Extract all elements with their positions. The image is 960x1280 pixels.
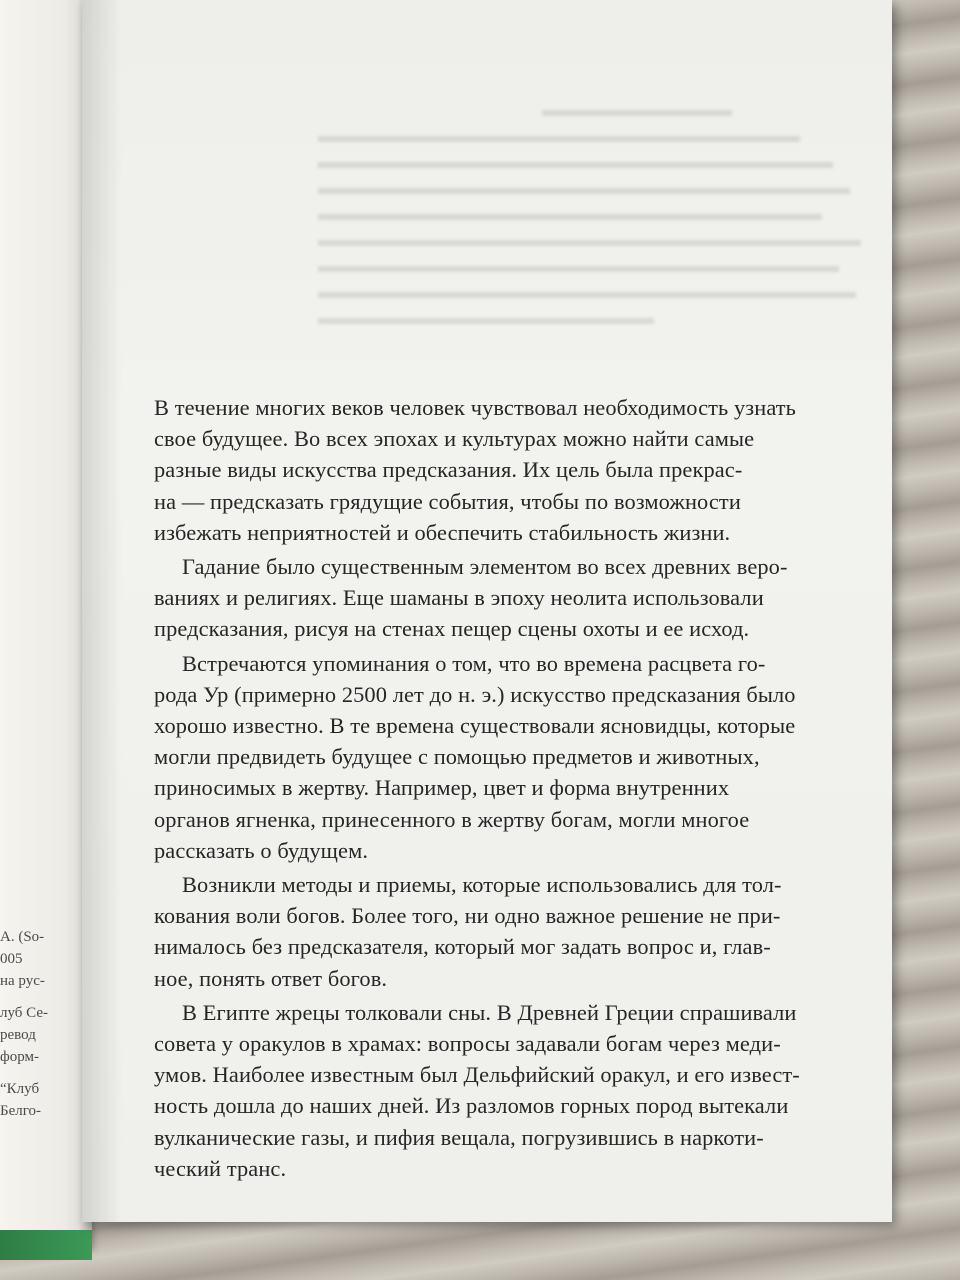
text-line: свое будущее. Во всех эпохах и культурах можно найти самые xyxy=(154,426,755,452)
text-line: ваниях и религиях. Еще шаманы в эпоху неолита использовали xyxy=(154,585,764,611)
left-snippet: форм- xyxy=(0,1049,39,1065)
left-snippet: ревод xyxy=(0,1027,36,1043)
text-line: вулканические газы, и пифия вещала, погрузившись в наркоти- xyxy=(154,1124,764,1150)
text-line: разные виды искусства предсказания. Их цель была прекрас- xyxy=(154,457,743,483)
text-line: органов ягненка, принесенного в жертву богам, могли многое xyxy=(154,806,750,832)
page-body-text xyxy=(154,392,802,1184)
text-line: могли предвидеть будущее с помощью предметов и животных, xyxy=(154,744,760,770)
text-line: ческий транс. xyxy=(154,1155,287,1181)
green-cover-edge xyxy=(0,1230,92,1260)
page-gutter-shadow xyxy=(82,0,122,1222)
text-line: приносимых в жертву. Например, цвет и форма внутренних xyxy=(154,775,730,801)
left-snippet: Белго- xyxy=(0,1103,42,1119)
text-line: В течение многих веков человек чувствовал необходимость узнать xyxy=(154,395,796,420)
text-line: рассказать о будущем. xyxy=(154,837,369,863)
left-snippet: “Клуб xyxy=(0,1081,40,1097)
text-line: ное, понять ответ богов. xyxy=(154,965,388,991)
left-page-text xyxy=(0,926,52,1122)
left-snippet: на рус- xyxy=(0,973,45,989)
text-line: на — предсказать грядущие события, чтобы по возможности xyxy=(154,488,741,514)
text-line: хорошо известно. В те времена существовали ясновидцы, которые xyxy=(154,713,796,739)
text-line: избежать неприятностей и обеспечить стабильность жизни. xyxy=(154,519,731,545)
text-line: умов. Наиболее известным был Дельфийский оракул, и его извест- xyxy=(154,1062,800,1088)
left-page xyxy=(0,0,92,1250)
text-line: совета у оракулов в храмах: вопросы задавали богам через меди- xyxy=(154,1031,781,1057)
text-line: Гадание было существенным элементом во всех древних веро- xyxy=(182,554,788,580)
text-line: кования воли богов. Более того, ни одно важное решение не при- xyxy=(154,903,781,929)
text-line: В Египте жрецы толковали сны. В Древней Греции спрашивали xyxy=(182,999,797,1025)
text-line: рода Ур (примерно 2500 лет до н. э.) искусство предсказания было xyxy=(154,681,796,707)
left-snippet: 005 xyxy=(0,951,23,967)
bleed-through-text xyxy=(318,110,878,390)
left-snippet: А. (So- xyxy=(0,929,45,945)
left-snippet: луб Се- xyxy=(0,1005,49,1021)
text-line: предсказания, рисуя на стенах пещер сцены охоты и ее исход. xyxy=(154,616,750,642)
text-line: ность дошла до наших дней. Из разломов горных пород вытекали xyxy=(154,1093,789,1119)
text-line: нималось без предсказателя, который мог задать вопрос и, глав- xyxy=(154,934,771,960)
text-line: Встречаются упоминания о том, что во времена расцвета го- xyxy=(182,650,766,676)
text-line: Возникли методы и приемы, которые использовались для тол- xyxy=(182,872,782,898)
